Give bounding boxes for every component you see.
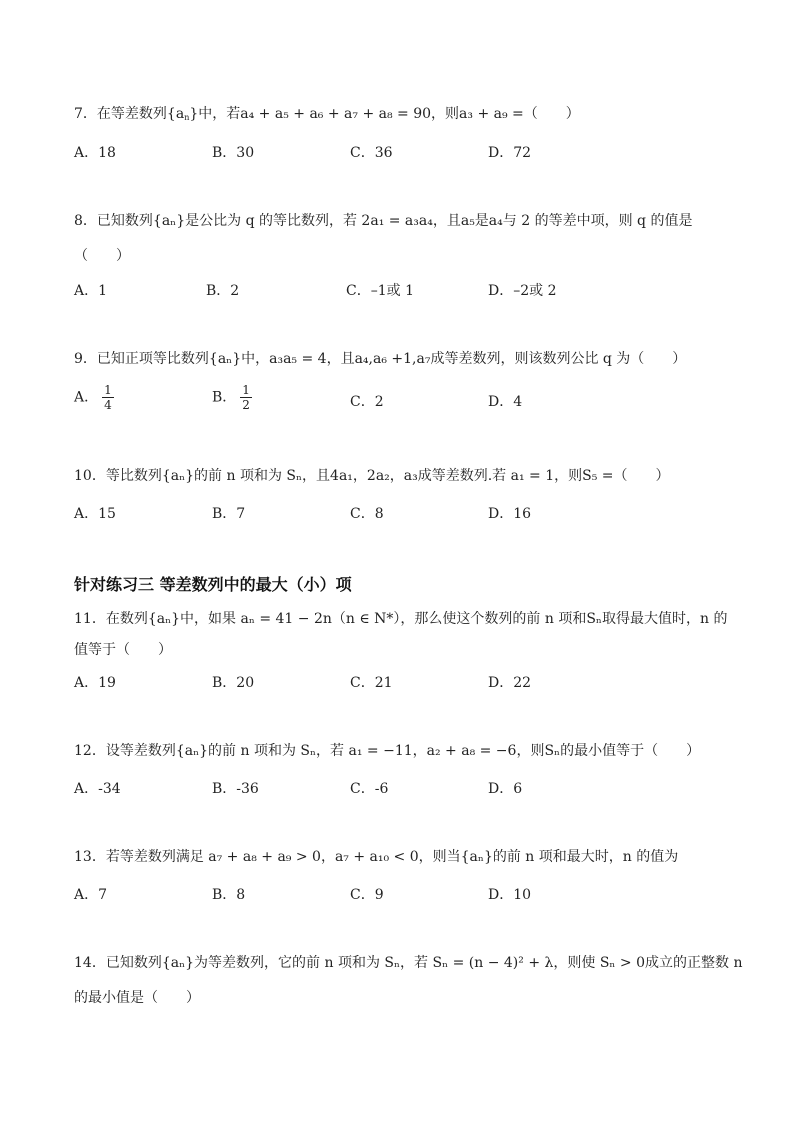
question-7-paren: （ ） (523, 106, 580, 122)
question-13-option-a[interactable]: A．7 (74, 887, 108, 903)
question-7 (74, 104, 580, 128)
question-7-ask: a₃ + a₉ = (459, 106, 524, 122)
question-8-line-1: 8．已知数列{aₙ}是公比为 q 的等比数列，若 2a₁ = a₃a₄，且a₅是a₄与 2 的等差中项，则 q 的值是 (74, 213, 693, 229)
question-14-line-1: 14．已知数列{aₙ}为等差数列，它的前 n 项和为 Sₙ，若 Sₙ = (n − 4)² + λ，则使 Sₙ > 0成立的正整数 n (74, 955, 743, 971)
question-10-option-d[interactable]: D．16 (488, 506, 532, 522)
option-b-label: B． (212, 389, 237, 406)
question-11-option-b[interactable]: B．20 (212, 675, 255, 691)
question-7-seq: {a (166, 106, 185, 122)
question-7-expr: a₄ + a₅ + a₆ + a₇ + a₈ = 90 (240, 106, 432, 122)
question-8-line-2: （ ） (74, 248, 130, 264)
question-12-option-a[interactable]: A．-34 (74, 781, 121, 797)
question-11-line-2: 值等于（ ） (74, 642, 172, 658)
fraction-one-quarter (102, 383, 114, 412)
fraction-numerator: 1 (242, 383, 250, 397)
option-a-label: A． (74, 389, 99, 406)
question-11-option-c[interactable]: C．21 (350, 675, 393, 691)
question-13-option-c[interactable]: C．9 (350, 887, 384, 903)
question-8-option-d[interactable]: D．–2或 2 (488, 283, 557, 299)
question-10-option-b[interactable]: B．7 (212, 506, 246, 522)
question-11-option-a[interactable]: A．19 (74, 675, 116, 691)
question-9-option-c[interactable]: C．2 (350, 394, 384, 410)
question-13-option-b[interactable]: B．8 (212, 887, 246, 903)
question-8-option-c[interactable]: C．–1或 1 (346, 283, 414, 299)
fraction-numerator: 1 (104, 383, 112, 397)
fraction-one-half (240, 383, 252, 412)
question-10-option-a[interactable]: A．15 (74, 506, 116, 522)
question-9-option-d[interactable]: D．4 (488, 394, 523, 410)
question-7-option-b[interactable]: B．30 (212, 145, 255, 161)
question-7-seq-close: } (189, 106, 199, 122)
question-8-option-a[interactable]: A．1 (74, 283, 108, 299)
question-7-mid: 中，若 (198, 106, 241, 122)
question-12-option-d[interactable]: D．6 (488, 781, 523, 797)
question-7-prefix: 7．在等差数列 (74, 106, 167, 122)
question-12-option-c[interactable]: C．-6 (350, 781, 389, 797)
question-7-option-c[interactable]: C．36 (350, 145, 393, 161)
question-13-line-1: 13．若等差数列满足 a₇ + a₈ + a₉ > 0，a₇ + a₁₀ < 0，则当{aₙ}的前 n 项和最大时，n 的值为 (74, 849, 679, 865)
question-7-option-d[interactable]: D．72 (488, 145, 532, 161)
question-9-option-b[interactable] (212, 383, 252, 412)
question-11-line-1: 11．在数列{aₙ}中，如果 aₙ = 41 − 2n（n ∈ N*），那么使这个数列的前 n 项和Sₙ取得最大值时，n 的 (74, 611, 728, 627)
question-8-option-b[interactable]: B．2 (206, 283, 240, 299)
section-title: 针对练习三 等差数列中的最大（小）项 (74, 575, 352, 594)
question-9-line-1: 9．已知正项等比数列{aₙ}中，a₃a₅ = 4，且a₄,a₆ +1,a₇成等差数列，则该数列公比 q 为（ ） (74, 351, 687, 367)
fraction-denominator: 2 (242, 398, 250, 412)
question-12-line-1: 12．设等差数列{aₙ}的前 n 项和为 Sₙ，若 a₁ = −11，a₂ + a₈ = −6，则Sₙ的最小值等于（ ） (74, 743, 701, 759)
question-7-then: ，则 (431, 106, 460, 122)
question-7-seq-sub: n (184, 113, 190, 122)
question-11-option-d[interactable]: D．22 (488, 675, 532, 691)
question-12-option-b[interactable]: B．-36 (212, 781, 259, 797)
question-10-option-c[interactable]: C．8 (350, 506, 384, 522)
question-13-option-d[interactable]: D．10 (488, 887, 532, 903)
question-10-line-1: 10．等比数列{aₙ}的前 n 项和为 Sₙ，且4a₁，2a₂，a₃成等差数列.若 a₁ = 1，则S₅ =（ ） (74, 468, 670, 484)
question-7-option-a[interactable]: A．18 (74, 145, 116, 161)
question-7-text (74, 106, 580, 122)
fraction-denominator: 4 (104, 398, 112, 412)
question-14-line-2: 的最小值是（ ） (74, 990, 200, 1006)
question-9-option-a[interactable] (74, 383, 114, 412)
